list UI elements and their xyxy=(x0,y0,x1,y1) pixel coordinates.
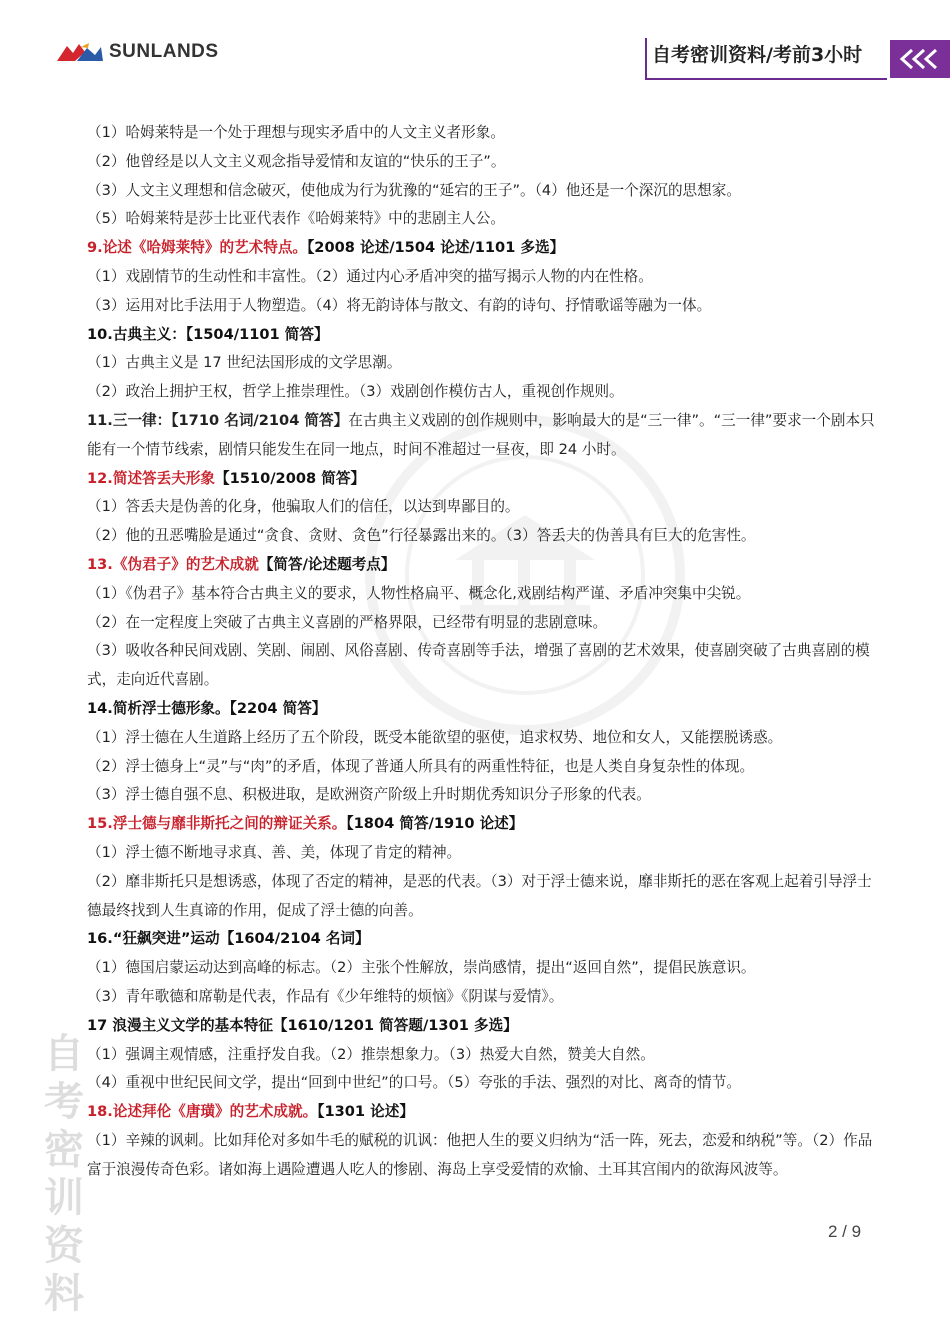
body-paragraph: （2）在一定程度上突破了古典主义喜剧的严格界限，已经带有明显的悲剧意味。 xyxy=(87,613,608,631)
section-heading: 17 浪漫主义文学的基本特征【1610/1201 简答题/1301 多选】 xyxy=(87,1016,518,1034)
brand-name: SUNLANDS xyxy=(109,41,219,62)
header-title: 自考密训资料/考前3小时 xyxy=(652,44,863,66)
exam-tag: 【1510/2008 简答】 xyxy=(215,469,366,487)
sunlands-logo xyxy=(55,40,219,64)
section-heading xyxy=(87,551,877,580)
body-paragraph: （1）浮士德在人生道路上经历了五个阶段，既受本能欲望的驱使，追求权势、地位和女人，又能摆脱诱惑。 xyxy=(87,728,783,746)
body-paragraph: （4）重视中世纪民间文学，提出“回到中世纪”的口号。（5）夸张的手法、强烈的对比、离奇的情节。 xyxy=(87,1074,741,1092)
body-paragraph: （2）他的丑恶嘴脸是通过“贪食、贪财、贪色”行径暴露出来的。（3）答丢夫的伪善具有巨大的危害性。 xyxy=(87,527,756,545)
heading-text: 13.《伪君子》的艺术成就 xyxy=(87,555,259,573)
body-paragraph: （3）浮士德自强不息、积极进取，是欧洲资产阶级上升时期优秀知识分子形象的代表。 xyxy=(87,786,651,804)
body-paragraph: （2）政治上拥护王权，哲学上推崇理性。（3）戏剧创作模仿古人，重视创作规则。 xyxy=(87,383,624,401)
section-heading: 16.“狂飙突进”运动【1604/2104 名词】 xyxy=(87,930,370,948)
side-watermark-text: 自考密训资料 xyxy=(44,1031,84,1317)
page-header xyxy=(0,0,950,90)
body-paragraph: （3）人文主义理想和信念破灭，使他成为行为犹豫的“延宕的王子”。（4）他还是一个深沉的思想家。 xyxy=(87,181,741,199)
section-heading: 14.简析浮士德形象。【2204 简答】 xyxy=(87,699,327,717)
body-paragraph: （1）《伪君子》基本符合古典主义的要求，人物性格扁平、概念化,戏剧结构严谨、矛盾冲突集中尖锐。 xyxy=(87,584,751,602)
body-paragraph: （1）德国启蒙运动达到高峰的标志。（2）主张个性解放，崇尚感情，提出“返回自然”，提倡民族意识。 xyxy=(87,959,756,977)
body-paragraph: （3）青年歌德和席勒是代表，作品有《少年维特的烦恼》《阴谋与爱情》。 xyxy=(87,987,564,1005)
section-heading xyxy=(87,465,877,494)
heading-text: 15.浮士德与靡非斯托之间的辩证关系。 xyxy=(87,815,347,833)
body-paragraph: （1）答丢夫是伪善的化身，他骗取人们的信任，以达到卑鄙目的。 xyxy=(87,498,520,516)
body-paragraph: （1）古典主义是 17 世纪法国形成的文学思潮。 xyxy=(87,354,402,372)
body-paragraph: （1）强调主观情感，注重抒发自我。（2）推崇想象力。（3）热爱大自然，赞美大自然。 xyxy=(87,1045,655,1063)
exam-tag: 【1301 论述】 xyxy=(317,1103,414,1121)
header-tab xyxy=(890,40,950,78)
heading-text: 18.论述拜伦《唐璜》的艺术成就。 xyxy=(87,1103,318,1121)
definition-paragraph xyxy=(87,407,877,465)
body-paragraph: （1）浮士德不断地寻求真、善、美，体现了肯定的精神。 xyxy=(87,843,462,861)
section-heading xyxy=(87,234,877,263)
section-heading: 10.古典主义：【1504/1101 简答】 xyxy=(87,325,329,343)
body-paragraph: （2）他曾经是以人文主义观念指导爱情和友谊的“快乐的王子”。 xyxy=(87,152,506,170)
section-heading xyxy=(87,810,877,839)
body-paragraph: （2）靡非斯托只是想诱惑，体现了否定的精神，是恶的代表。（3）对于浮士德来说，靡非斯托的恶在客观上起着引导浮士德最终找到人生真谛的作用，促成了浮士德的向善。 xyxy=(87,872,872,919)
chevrons-left-icon xyxy=(898,48,942,70)
body-paragraph: （1）辛辣的讽刺。比如拜伦对多如牛毛的赋税的讥讽：他把人生的要义归纳为“活一阵，死去，恋爱和纳税”等。（2）作品富于浪漫传奇色彩。诸如海上遇险遭遇人吃人的惨剧、海岛上享受爱情的欢愉、土耳其宫闱内的欲海风波等。 xyxy=(87,1131,873,1178)
body-paragraph: （1）戏剧情节的生动性和丰富性。（2）通过内心矛盾冲突的描写揭示人物的内在性格。 xyxy=(87,267,653,285)
body-paragraph: （1）哈姆莱特是一个处于理想与现实矛盾中的人文主义者形象。 xyxy=(87,124,505,141)
section-heading xyxy=(87,1098,877,1127)
heading-text: 9.论述《哈姆莱特》的艺术特点。 xyxy=(87,239,308,257)
definition-text: 在古典主义戏剧的创作规则中，影响最大的是“三一律”。“三一律”要求一个剧本只能有一个情节线索，剧情只能发生在同一地点，时间不准超过一昼夜，即 24 小时。 xyxy=(87,411,875,458)
heading-text: 12.简述答丢夫形象 xyxy=(87,469,216,487)
logo-mark-icon xyxy=(55,41,105,63)
page-number: 2 / 9 xyxy=(828,1222,862,1241)
heading-text: 11.三一律：【1710 名词/2104 简答】 xyxy=(87,411,349,429)
exam-tag: 【2008 论述/1504 论述/1101 多选】 xyxy=(307,239,565,257)
body-paragraph: （3）吸收各种民间戏剧、笑剧、闹剧、风俗喜剧、传奇喜剧等手法，增强了喜剧的艺术效果，使喜剧突破了古典喜剧的模式，走向近代喜剧。 xyxy=(87,642,870,689)
body-paragraph: （5）哈姆莱特是莎士比亚代表作《哈姆莱特》中的悲剧主人公。 xyxy=(87,210,505,228)
exam-tag: 【简答/论述题考点】 xyxy=(258,555,396,573)
document-body xyxy=(87,119,877,1184)
body-paragraph: （3）运用对比手法用于人物塑造。（4）将无韵诗体与散文、有韵的诗句、抒情歌谣等融为一体。 xyxy=(87,296,712,314)
body-paragraph: （2）浮士德身上“灵”与“肉”的矛盾，体现了普通人所具有的两重性特征，也是人类自身复杂性的体现。 xyxy=(87,757,755,775)
exam-tag: 【1804 简答/1910 论述】 xyxy=(346,815,524,833)
